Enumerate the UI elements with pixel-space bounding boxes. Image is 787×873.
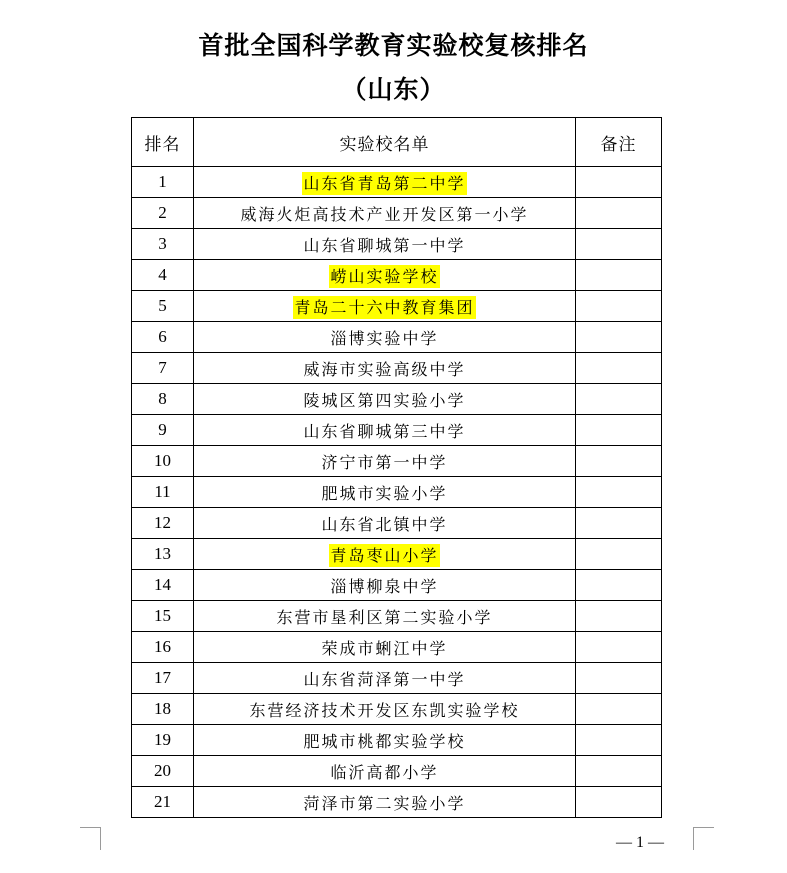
note-cell <box>576 539 662 570</box>
school-name: 山东省聊城第三中学 <box>303 421 466 441</box>
ranking-table <box>131 117 662 818</box>
rank-cell: 3 <box>132 229 194 260</box>
rank-cell: 5 <box>132 291 194 322</box>
crop-mark-left <box>80 827 101 850</box>
note-cell <box>576 570 662 601</box>
school-name: 威海市实验高级中学 <box>303 359 466 379</box>
rank-cell: 10 <box>132 446 194 477</box>
table-row <box>132 384 662 415</box>
school-cell <box>194 725 576 756</box>
school-cell <box>194 415 576 446</box>
table-row <box>132 508 662 539</box>
school-name: 青岛二十六中教育集团 <box>294 297 475 317</box>
school-name: 青岛枣山小学 <box>330 545 439 565</box>
note-cell <box>576 508 662 539</box>
rank-cell: 9 <box>132 415 194 446</box>
school-name: 临沂高都小学 <box>330 762 439 782</box>
table-row <box>132 167 662 198</box>
note-cell <box>576 322 662 353</box>
school-cell <box>194 632 576 663</box>
school-name: 东营经济技术开发区东凯实验学校 <box>249 700 520 720</box>
rank-cell: 8 <box>132 384 194 415</box>
table-row <box>132 322 662 353</box>
note-cell <box>576 229 662 260</box>
table-row <box>132 539 662 570</box>
school-cell <box>194 322 576 353</box>
note-cell <box>576 725 662 756</box>
table-row <box>132 198 662 229</box>
school-cell <box>194 477 576 508</box>
table-row <box>132 725 662 756</box>
school-cell <box>194 291 576 322</box>
page-number: — 1 — <box>616 834 664 851</box>
table-row <box>132 663 662 694</box>
rank-cell: 16 <box>132 632 194 663</box>
rank-cell: 21 <box>132 787 194 818</box>
note-cell <box>576 694 662 725</box>
school-cell <box>194 539 576 570</box>
school-name: 肥城市实验小学 <box>321 483 448 503</box>
header-note: 备注 <box>576 118 662 167</box>
note-cell <box>576 787 662 818</box>
school-name: 淄博实验中学 <box>330 328 439 348</box>
header-rank: 排名 <box>132 118 194 167</box>
note-cell <box>576 291 662 322</box>
table-row <box>132 353 662 384</box>
table-row <box>132 229 662 260</box>
rank-cell: 19 <box>132 725 194 756</box>
note-cell <box>576 601 662 632</box>
school-name: 济宁市第一中学 <box>321 452 448 472</box>
school-name: 崂山实验学校 <box>330 266 439 286</box>
table-row <box>132 694 662 725</box>
document-subtitle: （山东） <box>341 75 446 104</box>
school-cell <box>194 353 576 384</box>
school-name: 东营市垦利区第二实验小学 <box>276 607 493 627</box>
table-row <box>132 260 662 291</box>
table-row <box>132 477 662 508</box>
school-cell <box>194 446 576 477</box>
table-header-row <box>132 118 662 167</box>
note-cell <box>576 477 662 508</box>
school-name: 菏泽市第二实验小学 <box>303 793 466 813</box>
table-row <box>132 446 662 477</box>
rank-cell: 11 <box>132 477 194 508</box>
table-row <box>132 787 662 818</box>
rank-cell: 17 <box>132 663 194 694</box>
school-cell <box>194 601 576 632</box>
school-cell <box>194 570 576 601</box>
note-cell <box>576 663 662 694</box>
rank-cell: 14 <box>132 570 194 601</box>
school-name: 荣成市蜊江中学 <box>321 638 448 658</box>
table-row <box>132 415 662 446</box>
rank-cell: 18 <box>132 694 194 725</box>
school-cell <box>194 167 576 198</box>
table-row <box>132 601 662 632</box>
school-name: 山东省青岛第二中学 <box>303 173 466 193</box>
school-name: 威海火炬高技术产业开发区第一小学 <box>240 204 529 224</box>
school-cell <box>194 756 576 787</box>
header-school: 实验校名单 <box>194 118 576 167</box>
rank-cell: 7 <box>132 353 194 384</box>
school-cell <box>194 694 576 725</box>
rank-cell: 15 <box>132 601 194 632</box>
school-name: 淄博柳泉中学 <box>330 576 439 596</box>
school-cell <box>194 787 576 818</box>
school-cell <box>194 384 576 415</box>
note-cell <box>576 446 662 477</box>
school-name: 山东省菏泽第一中学 <box>303 669 466 689</box>
table-row <box>132 291 662 322</box>
note-cell <box>576 415 662 446</box>
rank-cell: 12 <box>132 508 194 539</box>
rank-cell: 6 <box>132 322 194 353</box>
rank-cell: 4 <box>132 260 194 291</box>
table-row <box>132 632 662 663</box>
school-cell <box>194 229 576 260</box>
note-cell <box>576 198 662 229</box>
school-cell <box>194 198 576 229</box>
rank-cell: 2 <box>132 198 194 229</box>
school-cell <box>194 508 576 539</box>
rank-cell: 1 <box>132 167 194 198</box>
note-cell <box>576 353 662 384</box>
table-body <box>132 167 662 818</box>
note-cell <box>576 260 662 291</box>
school-cell <box>194 260 576 291</box>
note-cell <box>576 632 662 663</box>
note-cell <box>576 384 662 415</box>
rank-cell: 13 <box>132 539 194 570</box>
table-row <box>132 570 662 601</box>
document-title: 首批全国科学教育实验校复核排名 <box>198 31 589 60</box>
crop-mark-right <box>693 827 714 850</box>
note-cell <box>576 756 662 787</box>
rank-cell: 20 <box>132 756 194 787</box>
school-name: 肥城市桃都实验学校 <box>303 731 466 751</box>
school-name: 陵城区第四实验小学 <box>303 390 466 410</box>
note-cell <box>576 167 662 198</box>
school-name: 山东省聊城第一中学 <box>303 235 466 255</box>
school-name: 山东省北镇中学 <box>321 514 448 534</box>
table-row <box>132 756 662 787</box>
school-cell <box>194 663 576 694</box>
